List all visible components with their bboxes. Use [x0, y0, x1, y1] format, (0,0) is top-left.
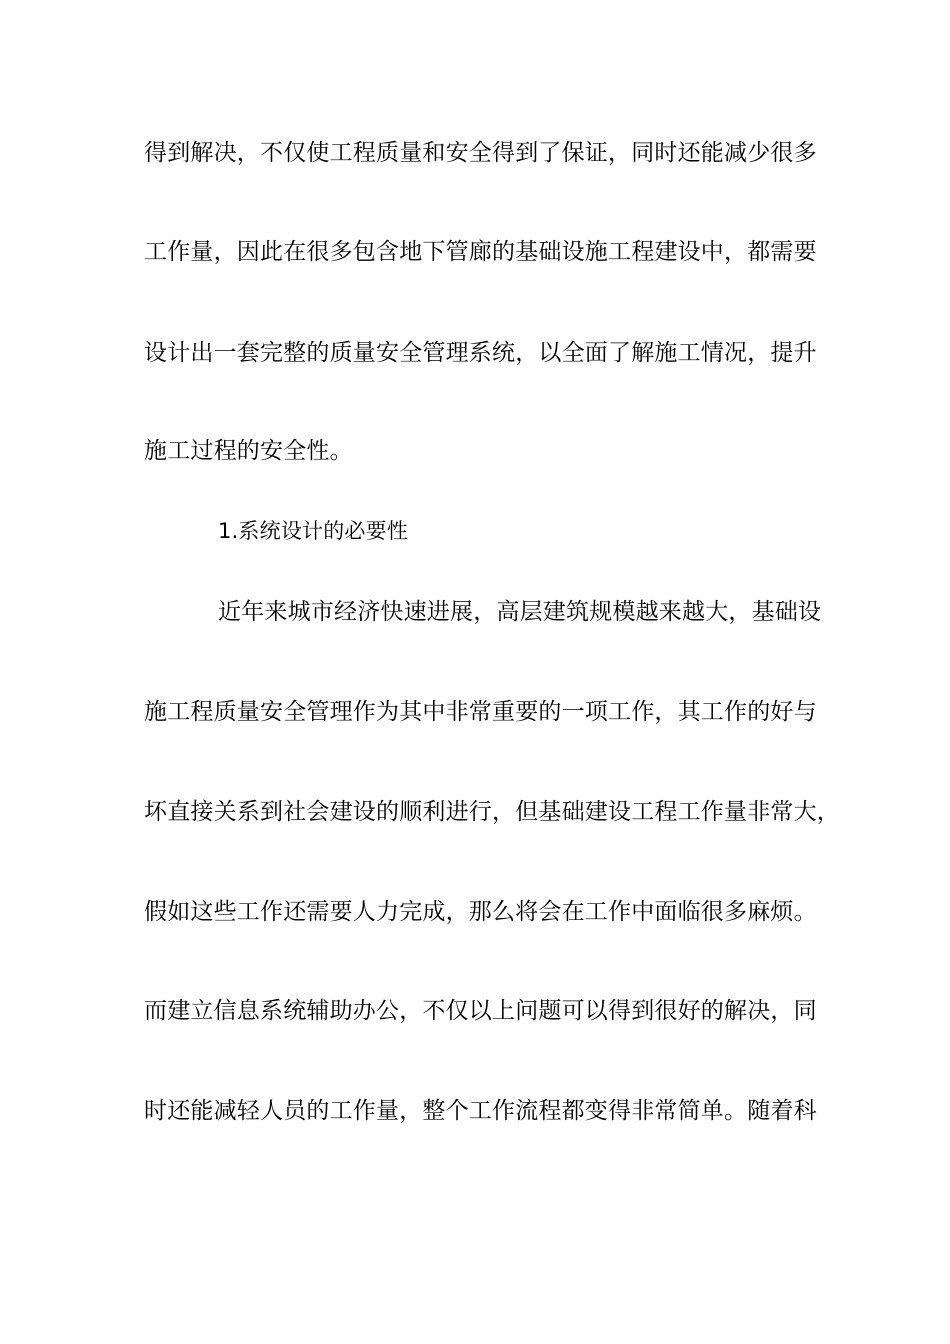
body-text-line: 设计出一套完整的质量安全管理系统，以全面了解施工情况，提升	[144, 340, 817, 366]
body-text-line: 施工过程的安全性。	[144, 438, 353, 464]
body-text-line: 而建立信息系统辅助办公，不仅以上问题可以得到很好的解决，同	[144, 998, 817, 1024]
body-text-line: 假如这些工作还需要人力完成，那么将会在工作中面临很多麻烦。	[144, 899, 817, 925]
body-text-line: 近年来城市经济快速进展，高层建筑规模越来越大，基础设	[218, 599, 822, 625]
body-text-line: 施工程质量安全管理作为其中非常重要的一项工作，其工作的好与	[144, 699, 817, 725]
body-text-line: 坏直接关系到社会建设的顺利进行，但基础建设工程工作量非常大，	[144, 799, 840, 825]
body-text-line: 得到解决，不仅使工程质量和安全得到了保证，同时还能减少很多	[144, 140, 817, 166]
body-text-line: 时还能减轻人员的工作量，整个工作流程都变得非常简单。随着科	[144, 1098, 817, 1124]
body-text-line: 工作量，因此在很多包含地下管廊的基础设施工程建设中，都需要	[144, 239, 817, 265]
section-heading: 1.系统设计的必要性	[218, 519, 409, 543]
